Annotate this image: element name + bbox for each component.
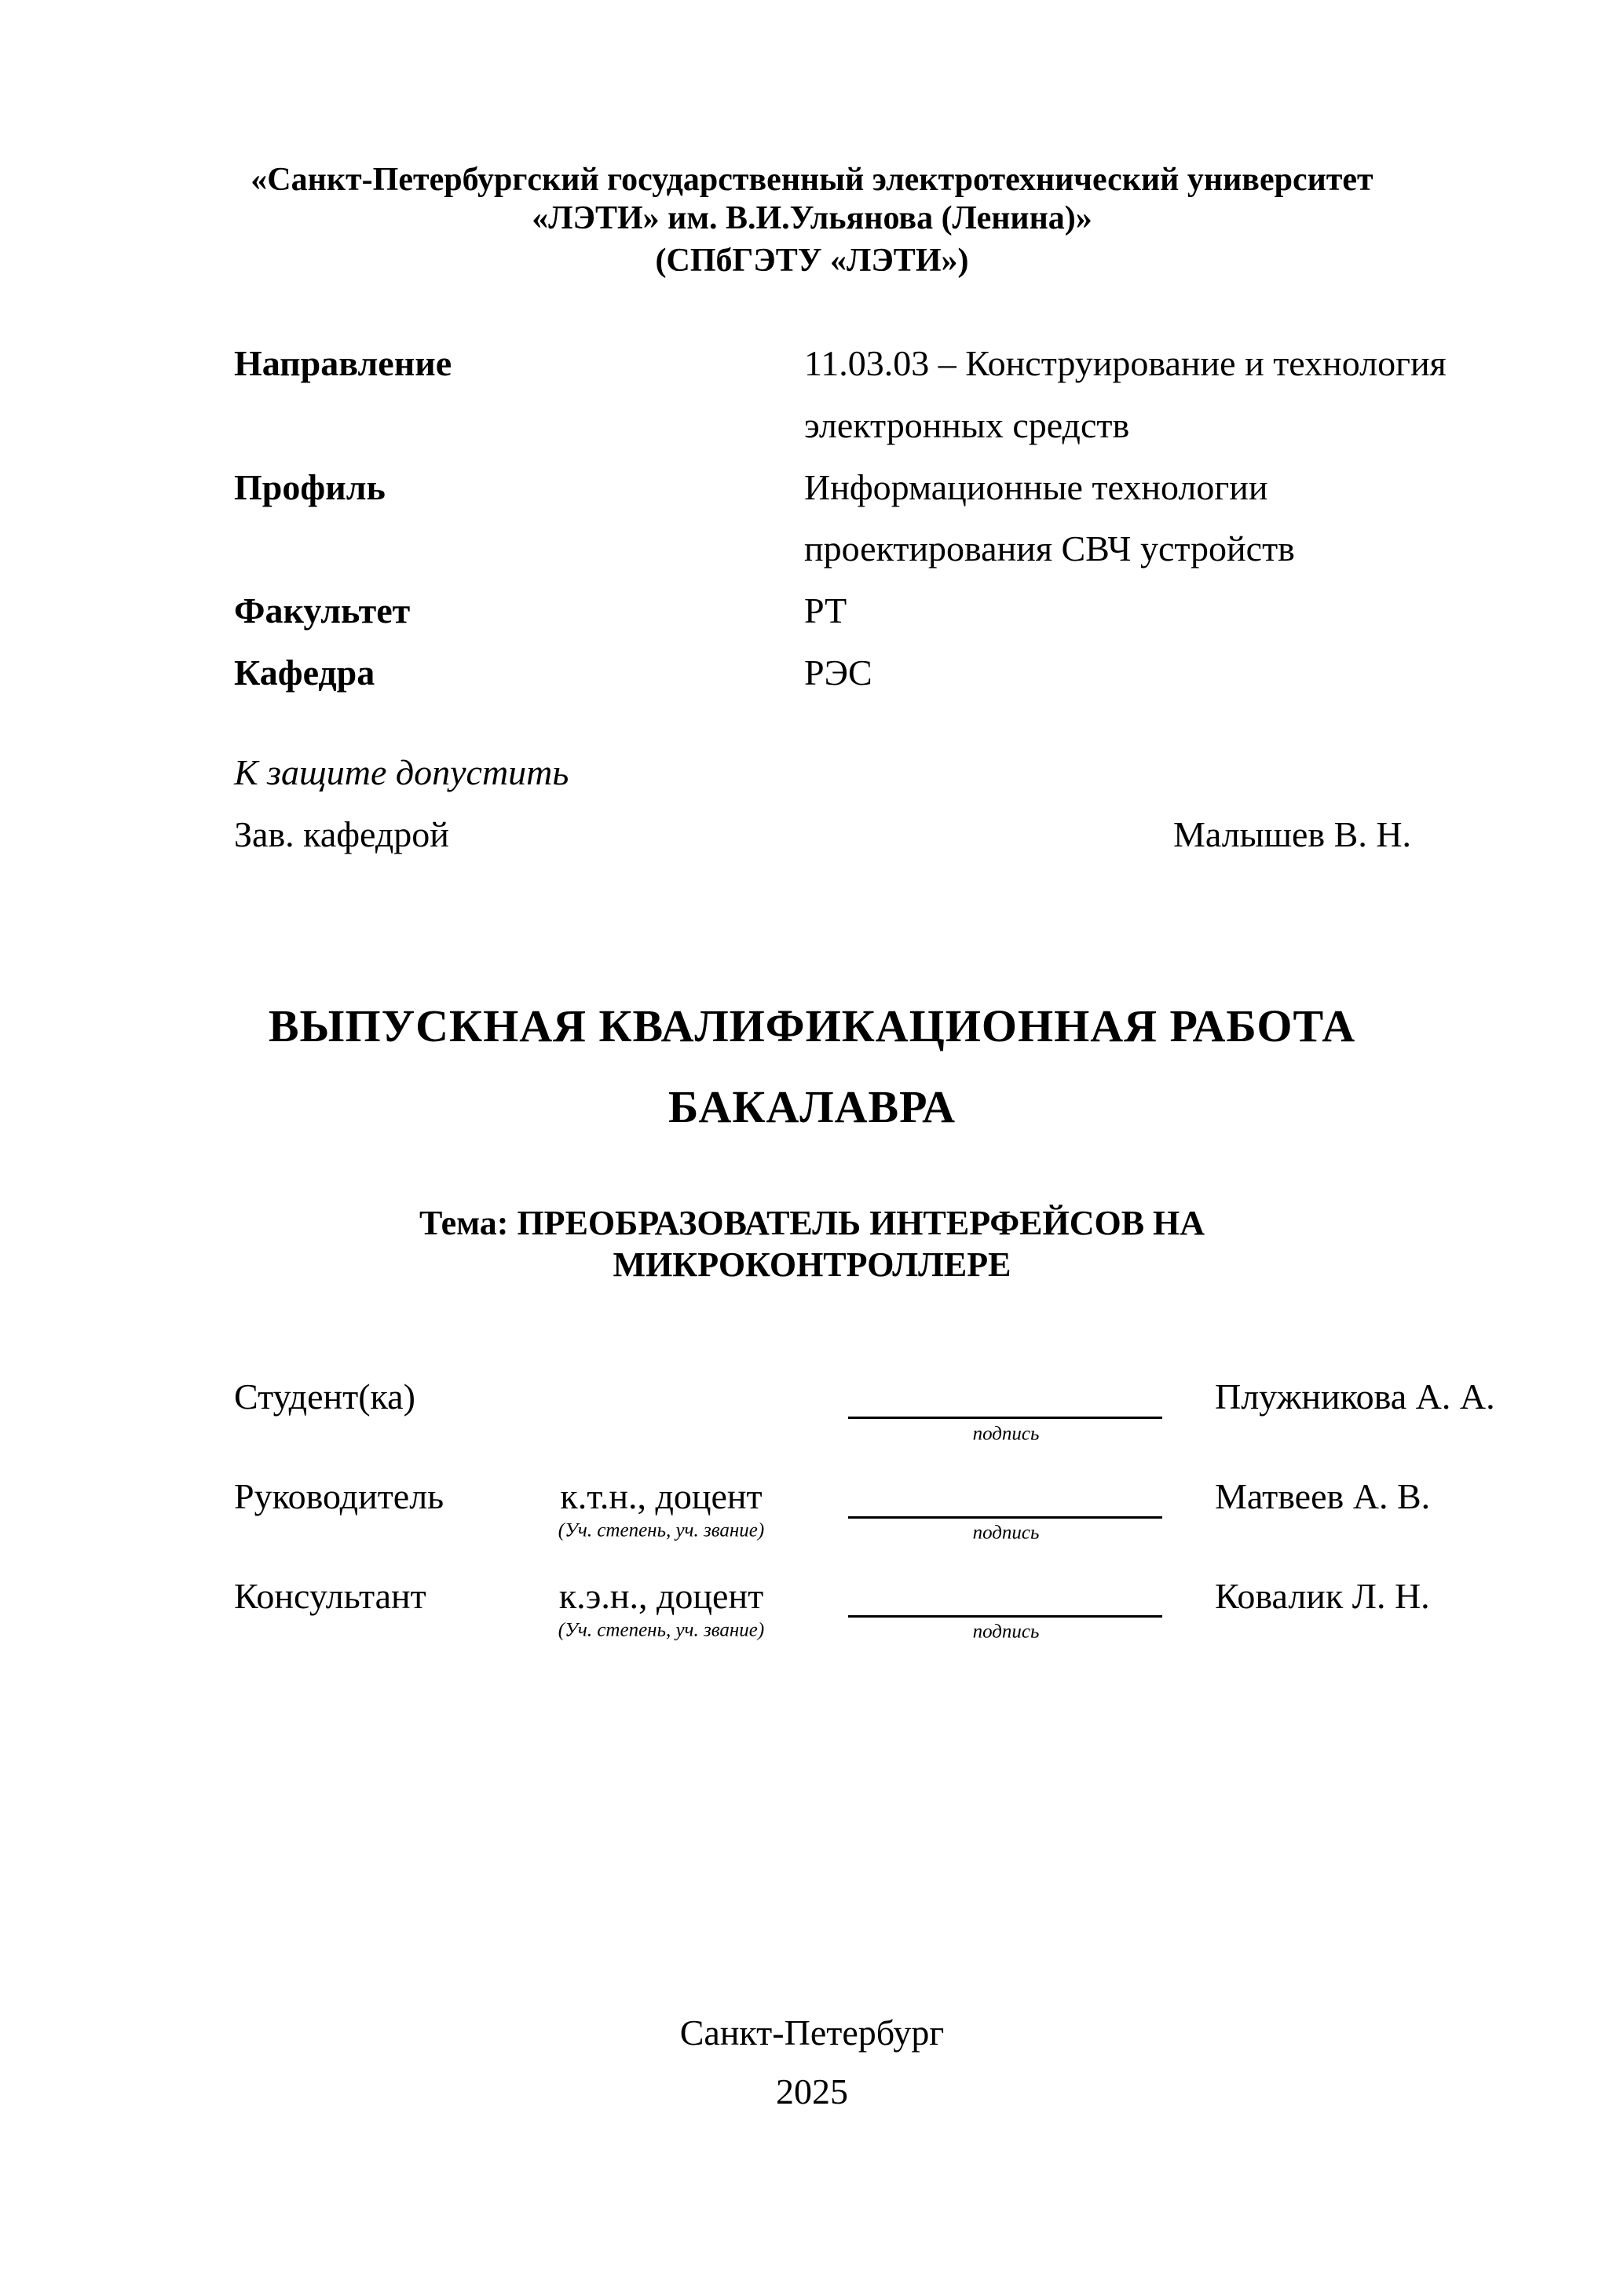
university-name-line-1: «Санкт-Петербургский государственный электротехнический университет [251, 162, 1373, 198]
student-signature-hint: подпись [972, 1423, 1040, 1445]
direction-value-line-2: электронных средств [804, 405, 1130, 445]
supervisor-degree-hint: (Уч. степень, уч. звание) [558, 1519, 765, 1541]
faculty-value: РТ [804, 590, 847, 631]
consultant-role: Консультант [234, 1576, 426, 1616]
title-line-1: ВЫПУСКНАЯ КВАЛИФИКАЦИОННАЯ РАБОТА [268, 1000, 1356, 1051]
department-value: РЭС [804, 653, 872, 693]
consultant-signature-hint: подпись [972, 1621, 1040, 1643]
consultant-degree-hint: (Уч. степень, уч. звание) [558, 1619, 765, 1641]
title-line-2: БАКАЛАВРА [668, 1081, 956, 1132]
university-abbreviation: (СПбГЭТУ «ЛЭТИ») [655, 243, 969, 279]
head-of-department-label: Зав. кафедрой [234, 814, 449, 854]
head-of-department-name: Малышев В. Н. [1173, 814, 1412, 854]
supervisor-signature-hint: подпись [972, 1522, 1040, 1544]
consultant-name: Ковалик Л. Н. [1215, 1576, 1430, 1616]
supervisor-signature-line [848, 1516, 1162, 1519]
profile-value-line-1: Информационные технологии [804, 467, 1268, 507]
direction-label: Направление [234, 343, 452, 383]
university-name-line-2: «ЛЭТИ» им. В.И.Ульянова (Ленина)» [532, 200, 1092, 236]
city: Санкт-Петербург [679, 2013, 945, 2053]
year: 2025 [776, 2071, 848, 2111]
student-role: Студент(ка) [234, 1377, 415, 1417]
direction-value-line-1: 11.03.03 – Конструирование и технология [804, 343, 1447, 383]
profile-label: Профиль [234, 467, 386, 507]
theme-line-1: Тема: ПРЕОБРАЗОВАТЕЛЬ ИНТЕРФЕЙСОВ НА [419, 1204, 1205, 1242]
supervisor-role: Руководитель [234, 1476, 444, 1516]
consultant-signature-line [848, 1615, 1162, 1618]
supervisor-name: Матвеев А. В. [1215, 1476, 1431, 1516]
student-signature-line [848, 1417, 1162, 1419]
supervisor-degree: к.т.н., доцент [560, 1476, 763, 1516]
faculty-label: Факультет [234, 590, 411, 631]
student-name: Плужникова А. А. [1215, 1377, 1495, 1417]
consultant-degree: к.э.н., доцент [558, 1576, 764, 1616]
approval-caption: К защите допустить [234, 752, 569, 792]
profile-value-line-2: проектирования СВЧ устройств [804, 528, 1295, 569]
theme-line-2: МИКРОКОНТРОЛЛЕРЕ [613, 1245, 1011, 1284]
department-label: Кафедра [234, 653, 375, 693]
